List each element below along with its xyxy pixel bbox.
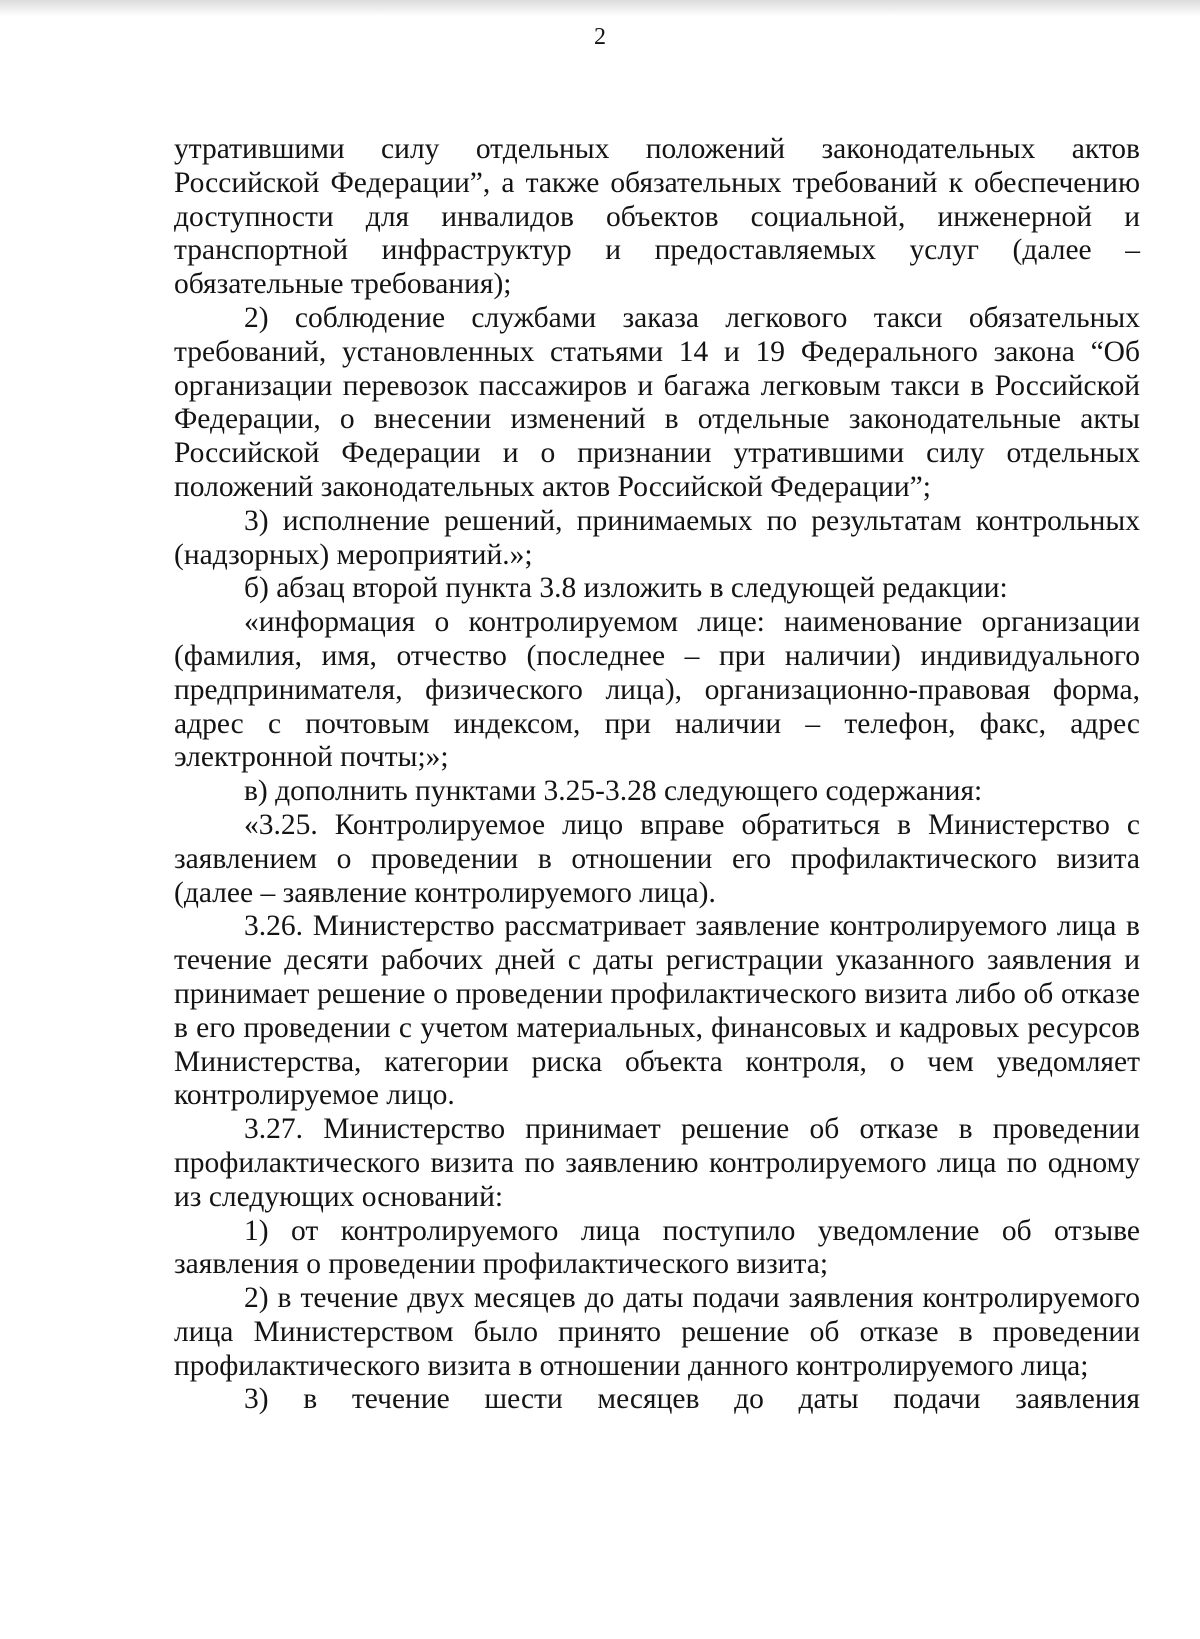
paragraph-3-27-item-3: 3) в течение шести месяцев до даты подачи заявления [244, 1383, 1140, 1416]
document-body [174, 133, 1140, 1417]
paragraph-v: в) дополнить пунктами 3.25-3.28 следующего содержания: [244, 775, 983, 808]
paragraph-item-2: 2) соблюдение службами заказа легкового такси обязательных требований, установленных статьями 14 и 19 Федерального закона “Об организации перевозок пассажиров и багажа легковым такси в Российской Федерации, о внесении изменений в отдельные законодательные акты Российской Федерации и о признании утратившими силу отдельных положений законодательных актов Российской Федерации”; [174, 301, 1140, 503]
paragraph-3-27: 3.27. Министерство принимает решение об отказе в проведении профилактического визита по заявлению контролируемого лица по одному из следующих оснований: [174, 1113, 1140, 1213]
scan-edge-shadow [0, 0, 1200, 16]
page-number: 2 [594, 24, 606, 50]
paragraph-item-3: 3) исполнение решений, принимаемых по результатам контрольных (надзорных) мероприятий.»; [174, 504, 1140, 571]
paragraph-info: «информация о контролируемом лице: наименование организации (фамилия, имя, отчество (последнее – при наличии) индивидуального предпринимателя, физического лица), организационно-правовая форма, адрес с почтовым индексом, при наличии – телефон, факс, адрес электронной почты;»; [174, 606, 1140, 774]
paragraph-3-25: «3.25. Контролируемое лицо вправе обратиться в Министерство с заявлением о проведении в отношении его профилактического визита (далее – заявление контролируемого лица). [174, 808, 1140, 909]
paragraph-b: б) абзац второй пункта 3.8 изложить в следующей редакции: [244, 572, 1008, 605]
paragraph-3-27-item-2: 2) в течение двух месяцев до даты подачи заявления контролируемого лица Министерством было принято решение об отказе в проведении профилактического визита в отношении данного контролируемого лица; [174, 1282, 1140, 1382]
paragraph-3-27-item-1: 1) от контролируемого лица поступило уведомление об отзыве заявления о проведении профилактического визита; [174, 1214, 1140, 1281]
paragraph-continuation: утратившими силу отдельных положений законодательных актов Российской Федерации”, а также обязательных требований к обеспечению доступности для инвалидов объектов социальной, инженерной и транспортной инфраструктур и предоставляемых услуг (далее – обязательные требования); [174, 133, 1140, 301]
paragraph-3-26: 3.26. Министерство рассматривает заявление контролируемого лица в течение десяти рабочих дней с даты регистрации указанного заявления и принимает решение о проведении профилактического визита либо об отказе в его проведении с учетом материальных, финансовых и кадровых ресурсов Министерства, категории риска объекта контроля, о чем уведомляет контролируемое лицо. [174, 910, 1140, 1112]
